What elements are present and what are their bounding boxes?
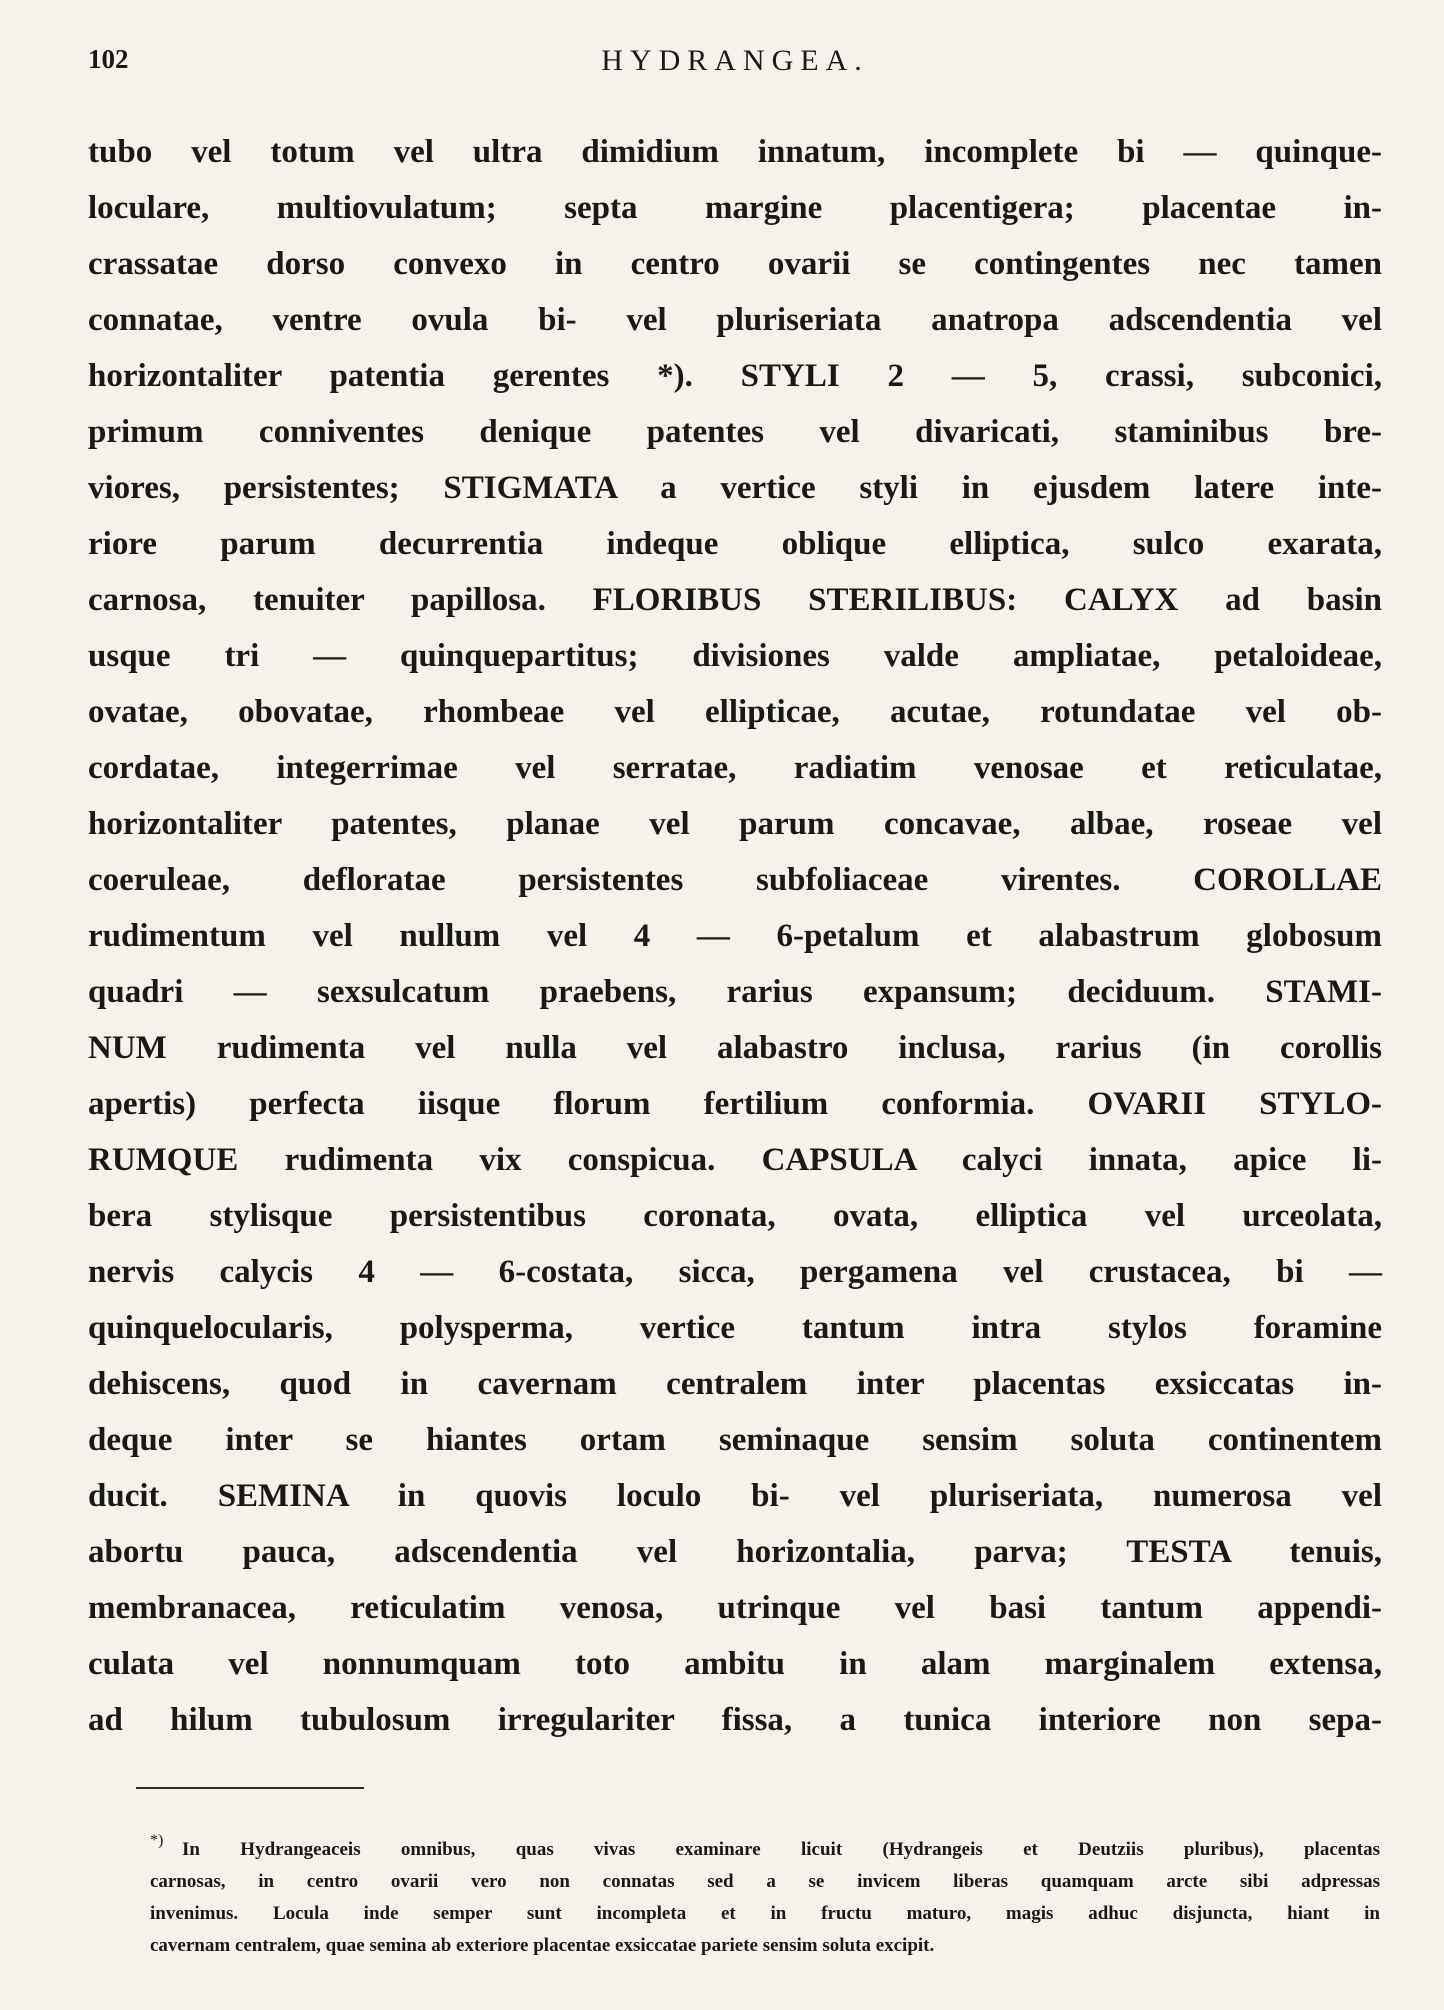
- text-line: NUM rudimenta vel nulla vel alabastro inclusa, rarius (in corollis: [88, 1030, 1382, 1066]
- text-line: membranacea, reticulatim venosa, utrinque vel basi tantum appendi-: [88, 1590, 1382, 1626]
- text-line: deque inter se hiantes ortam seminaque sensim soluta continentem: [88, 1422, 1382, 1458]
- text-line: dehiscens, quod in cavernam centralem inter placentas exsiccatas in-: [88, 1366, 1382, 1402]
- text-line: usque tri — quinquepartitus; divisiones valde ampliatae, petaloideae,: [88, 638, 1382, 674]
- text-line: culata vel nonnumquam toto ambitu in alam marginalem extensa,: [88, 1646, 1382, 1682]
- text-line: cordatae, integerrimae vel serratae, radiatim venosae et reticulatae,: [88, 750, 1382, 786]
- body-text: [88, 124, 1382, 1748]
- text-line: connatae, ventre ovula bi- vel pluriseriata anatropa adscendentia vel: [88, 302, 1382, 338]
- text-line: coeruleae, defloratae persistentes subfoliaceae virentes. COROLLAE: [88, 862, 1382, 898]
- text-line: quadri — sexsulcatum praebens, rarius expansum; deciduum. STAMI-: [88, 974, 1382, 1010]
- running-title: HYDRANGEA.: [601, 44, 869, 77]
- text-line: horizontaliter patentes, planae vel parum concavae, albae, roseae vel: [88, 806, 1382, 842]
- footnote-line: invenimus. Locula inde semper sunt incompleta et in fructu maturo, magis adhuc disjuncta, hiant in: [150, 1903, 1380, 1924]
- text-line: apertis) perfecta iisque florum fertilium conformia. OVARII STYLO-: [88, 1086, 1382, 1122]
- running-head: [88, 44, 1382, 92]
- footnote-rule: [136, 1787, 364, 1789]
- footnote: [150, 1834, 1380, 1962]
- text-line: tubo vel totum vel ultra dimidium innatum, incomplete bi — quinque-: [88, 134, 1382, 170]
- text-line: loculare, multiovulatum; septa margine placentigera; placentae in-: [88, 190, 1382, 226]
- text-line: ad hilum tubulosum irregulariter fissa, a tunica interiore non sepa-: [88, 1702, 1382, 1738]
- text-line: abortu pauca, adscendentia vel horizontalia, parva; TESTA tenuis,: [88, 1534, 1382, 1570]
- text-line: quinquelocularis, polysperma, vertice tantum intra stylos foramine: [88, 1310, 1382, 1346]
- footnote-marker: *): [150, 1832, 164, 1849]
- text-line: bera stylisque persistentibus coronata, ovata, elliptica vel urceolata,: [88, 1198, 1382, 1234]
- footnote-line: carnosas, in centro ovarii vero non connatas sed a se invicem liberas quamquam arcte sibi adpressas: [150, 1871, 1380, 1892]
- footnote-line: cavernam centralem, quae semina ab exteriore placentae exsiccatae pariete sensim soluta excipit.: [150, 1935, 935, 1956]
- text-line: ovatae, obovatae, rhombeae vel ellipticae, acutae, rotundatae vel ob-: [88, 694, 1382, 730]
- text-line: ducit. SEMINA in quovis loculo bi- vel pluriseriata, numerosa vel: [88, 1478, 1382, 1514]
- text-line: horizontaliter patentia gerentes *). STYLI 2 — 5, crassi, subconici,: [88, 358, 1382, 394]
- text-line: riore parum decurrentia indeque oblique elliptica, sulco exarata,: [88, 526, 1382, 562]
- text-line: viores, persistentes; STIGMATA a vertice styli in ejusdem latere inte-: [88, 470, 1382, 506]
- text-line: crassatae dorso convexo in centro ovarii se contingentes nec tamen: [88, 246, 1382, 282]
- text-line: RUMQUE rudimenta vix conspicua. CAPSULA calyci innata, apice li-: [88, 1142, 1382, 1178]
- text-line: nervis calycis 4 — 6-costata, sicca, pergamena vel crustacea, bi —: [88, 1254, 1382, 1290]
- page-number: 102: [88, 44, 129, 74]
- text-line: carnosa, tenuiter papillosa. FLORIBUS STERILIBUS: CALYX ad basin: [88, 582, 1382, 618]
- text-line: rudimentum vel nullum vel 4 — 6-petalum et alabastrum globosum: [88, 918, 1382, 954]
- footnote-line: In Hydrangeaceis omnibus, quas vivas examinare licuit (Hydrangeis et Deutziis pluribus), placentas: [182, 1839, 1380, 1860]
- text-line: primum conniventes denique patentes vel divaricati, staminibus bre-: [88, 414, 1382, 450]
